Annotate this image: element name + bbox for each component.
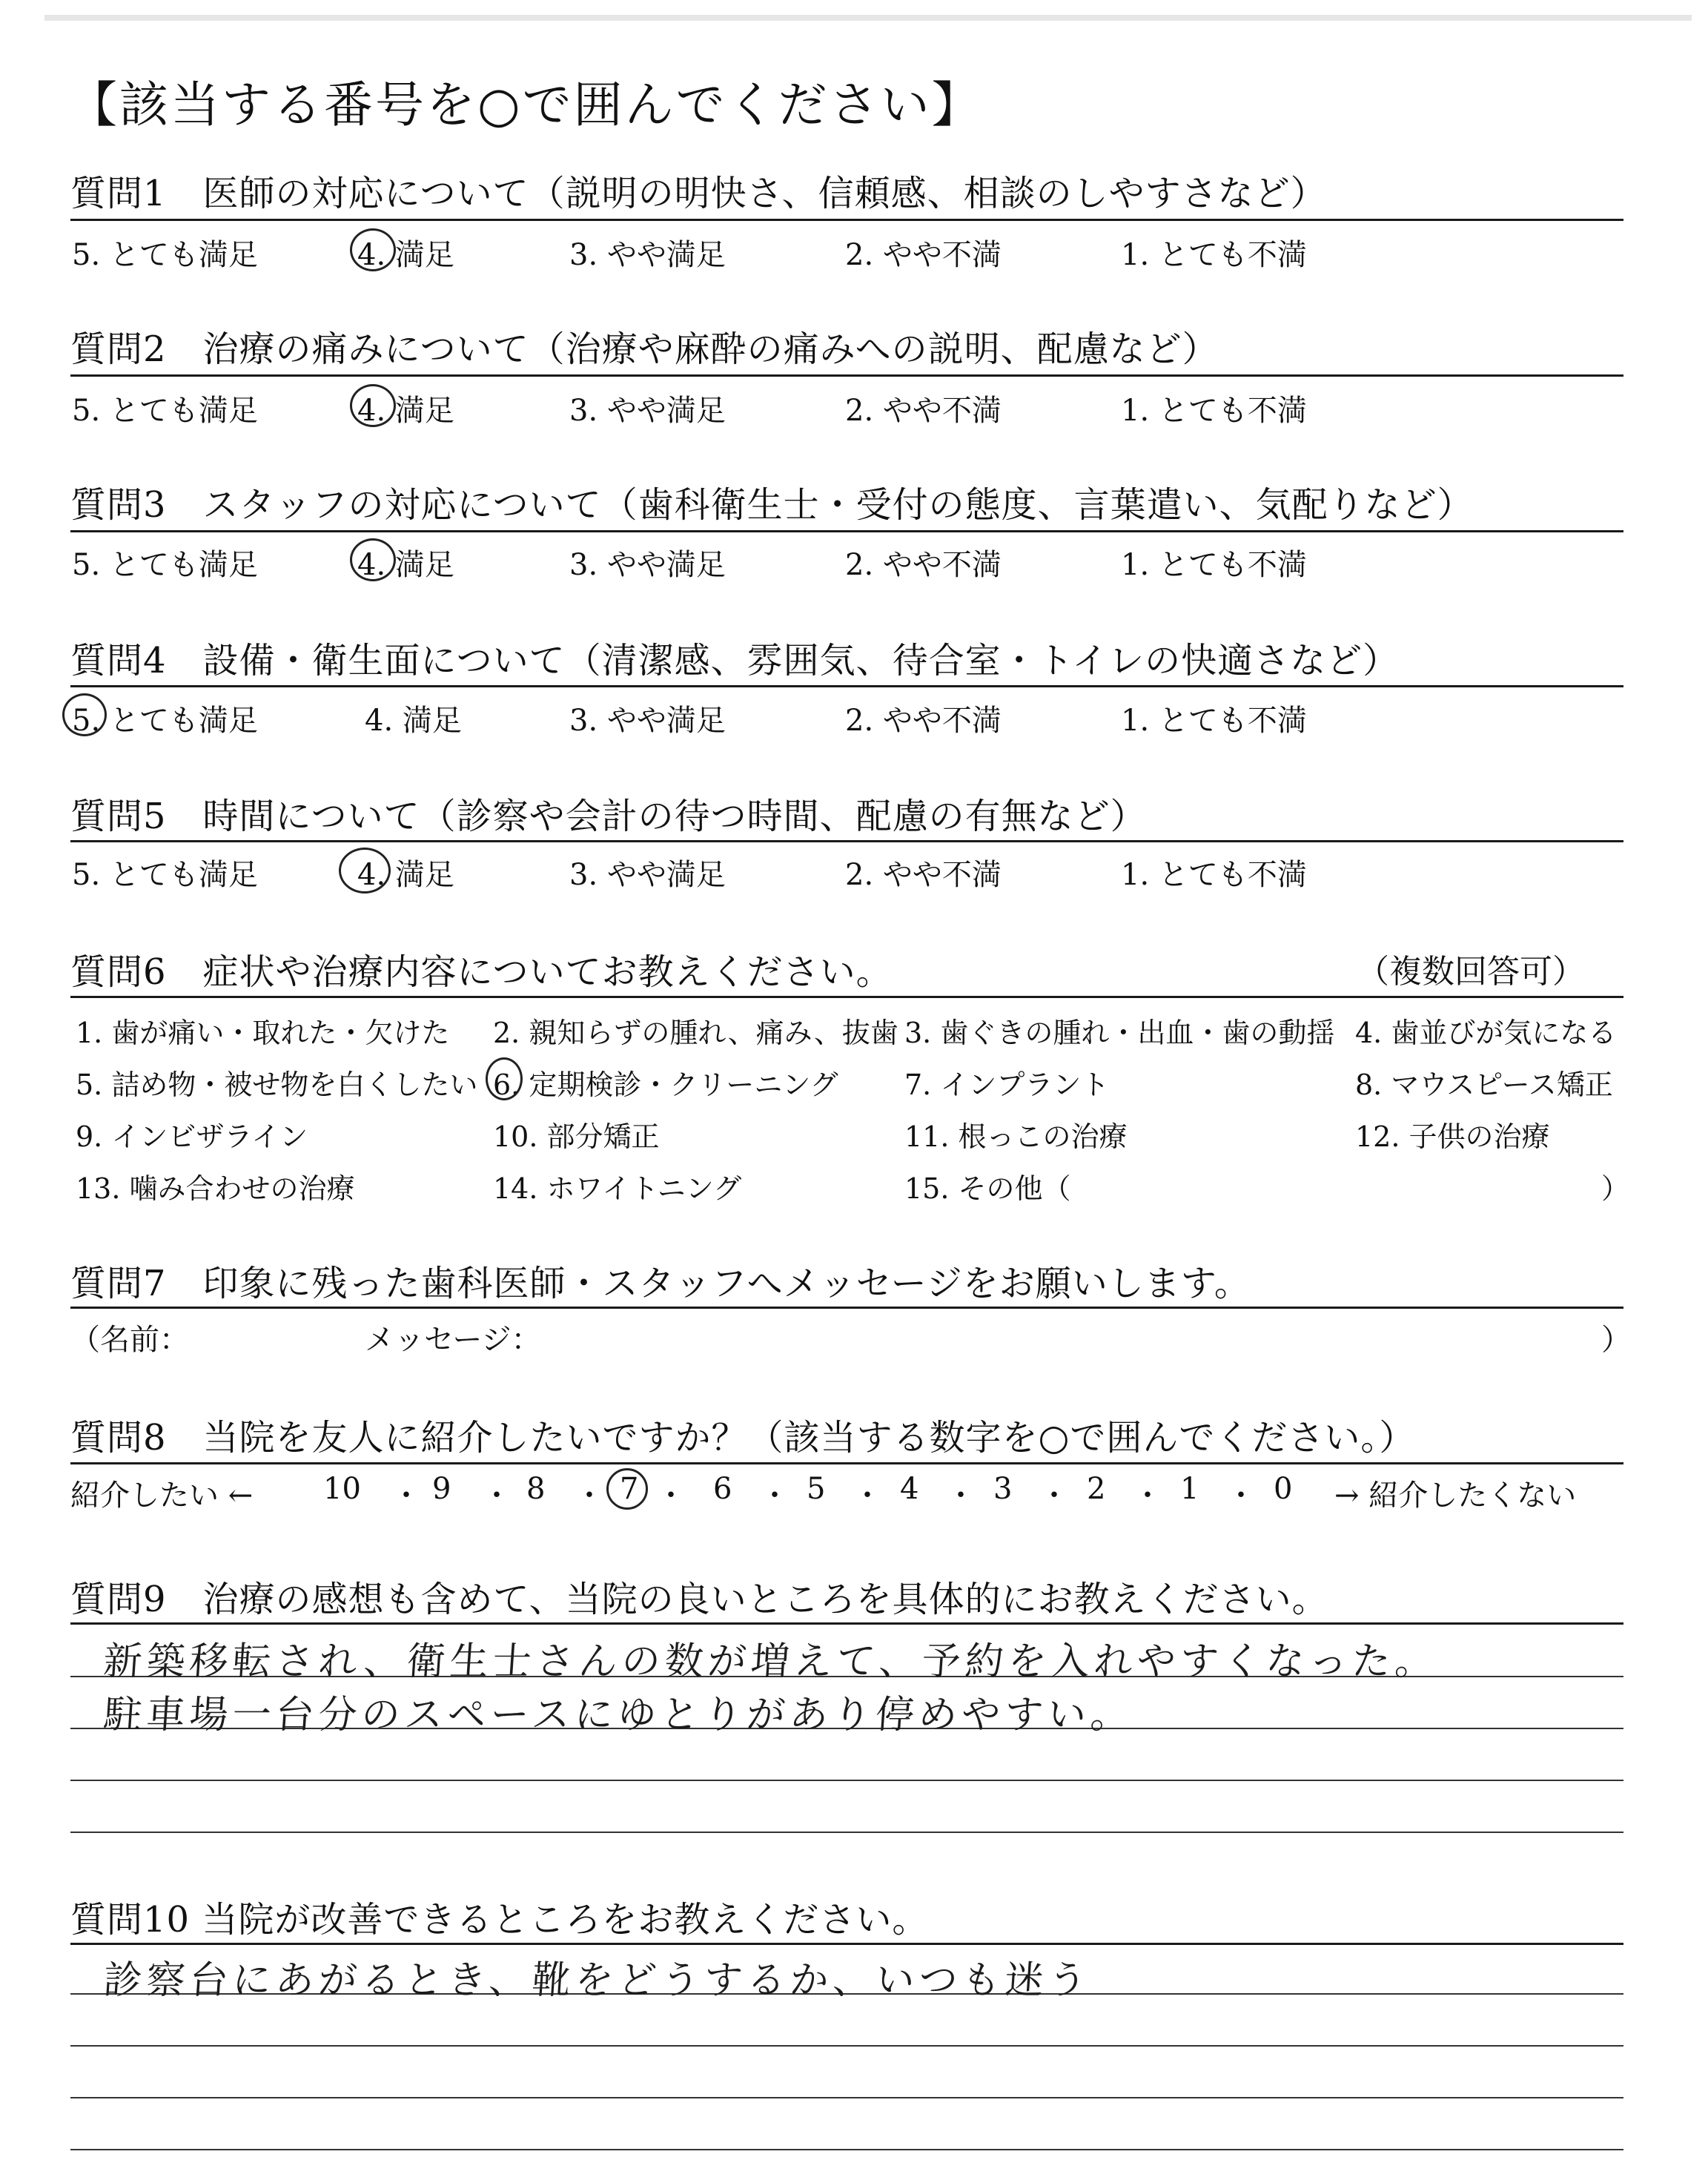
- q1-selection-circle: [350, 228, 396, 271]
- q1-option-1[interactable]: 1. とても不満: [1121, 238, 1307, 272]
- q8-dot: ・: [1133, 1479, 1162, 1513]
- q2-option-2[interactable]: 2. やや不満: [845, 394, 1002, 428]
- q2-option-4[interactable]: 4. 満足: [357, 394, 454, 428]
- q6-option-1[interactable]: 1. 歯が痛い・取れた・欠けた: [76, 1017, 450, 1049]
- q7-close-paren: ）: [1601, 1323, 1631, 1357]
- q9-handwritten-line-2: 駐車場一台分のスペースにゆとりがあり停めやすい。: [102, 1693, 1136, 1737]
- q3-option-5[interactable]: 5. とても満足: [72, 548, 258, 582]
- q7-name-label: （名前：: [70, 1323, 189, 1357]
- q3-title: 質問3 スタッフの対応について（歯科衛生士・受付の態度、言葉遣い、気配りなど）: [70, 484, 1474, 526]
- q10-answer-line: [70, 2149, 1623, 2150]
- q7-title: 質問7 印象に残った歯科医師・スタッフへメッセージをお願いします。: [70, 1263, 1251, 1304]
- q8-dot: ・: [656, 1479, 686, 1513]
- q5-option-2[interactable]: 2. やや不満: [845, 858, 1002, 892]
- q4-rule: [70, 685, 1623, 687]
- q6-option-3[interactable]: 3. 歯ぐきの腫れ・出血・歯の動揺: [904, 1017, 1335, 1049]
- q6-selection-circle: [486, 1057, 523, 1100]
- q7-message-label: メッセージ：: [365, 1323, 541, 1357]
- q5-option-3[interactable]: 3. やや満足: [569, 858, 726, 892]
- q6-option-8[interactable]: 8. マウスピース矯正: [1355, 1069, 1613, 1101]
- q8-scale-6[interactable]: 6: [713, 1472, 732, 1506]
- q4-option-3[interactable]: 3. やや満足: [569, 704, 726, 738]
- q8-title: 質問8 当院を友人に紹介したいですか？（該当する数字を○で囲んでください。）: [70, 1417, 1416, 1459]
- q8-rule: [70, 1462, 1623, 1464]
- q8-scale-1[interactable]: 1: [1180, 1472, 1199, 1506]
- q4-option-4[interactable]: 4. 満足: [365, 704, 462, 738]
- q5-rule: [70, 840, 1623, 842]
- q10-rule: [70, 1943, 1623, 1945]
- q5-option-1[interactable]: 1. とても不満: [1121, 858, 1307, 892]
- q8-dot: ・: [853, 1479, 882, 1513]
- q2-selection-circle: [350, 384, 396, 427]
- q6-option-14[interactable]: 14. ホワイトニング: [493, 1172, 742, 1205]
- q2-title: 質問2 治療の痛みについて（治療や麻酔の痛みへの説明、配慮など）: [70, 328, 1219, 370]
- q10-answer-line: [70, 2045, 1623, 2047]
- q6-option-4[interactable]: 4. 歯並びが気になる: [1355, 1017, 1617, 1049]
- q6-option-13[interactable]: 13. 噛み合わせの治療: [76, 1172, 355, 1205]
- q8-scale-9[interactable]: 9: [432, 1472, 451, 1506]
- q6-option-9[interactable]: 9. インビザライン: [76, 1120, 308, 1153]
- q6-option-7[interactable]: 7. インプラント: [904, 1069, 1110, 1101]
- q3-option-3[interactable]: 3. やや満足: [569, 548, 726, 582]
- q8-dot: ・: [760, 1479, 790, 1513]
- q6-rule: [70, 996, 1623, 998]
- q2-option-5[interactable]: 5. とても満足: [72, 394, 258, 428]
- q6-title: 質問6 症状や治療内容についてお教えください。: [70, 951, 893, 993]
- q7-rule: [70, 1307, 1623, 1309]
- q4-option-5[interactable]: 5. とても満足: [72, 704, 258, 738]
- q8-dot: ・: [1039, 1479, 1069, 1513]
- q6-option-10[interactable]: 10. 部分矯正: [493, 1120, 660, 1153]
- q6-option-6[interactable]: 6. 定期検診・クリーニング: [493, 1069, 838, 1101]
- q8-dot: ・: [482, 1479, 512, 1513]
- q1-option-3[interactable]: 3. やや満足: [569, 238, 726, 272]
- q4-option-2[interactable]: 2. やや不満: [845, 704, 1002, 738]
- q6-option-12[interactable]: 12. 子供の治療: [1355, 1120, 1550, 1153]
- q6-option-5[interactable]: 5. 詰め物・被せ物を白くしたい: [76, 1069, 478, 1101]
- q10-answer-line: [70, 2097, 1623, 2098]
- q1-title: 質問1 医師の対応について（説明の明快さ、信頼感、相談のしやすさなど）: [70, 173, 1327, 214]
- q3-selection-circle: [350, 538, 396, 581]
- q8-scale-2[interactable]: 2: [1087, 1472, 1106, 1506]
- q8-dot: ・: [946, 1479, 976, 1513]
- q9-title: 質問9 治療の感想も含めて、当院の良いところを具体的にお教えください。: [70, 1579, 1328, 1620]
- q9-answer-line: [70, 1780, 1623, 1781]
- q3-option-1[interactable]: 1. とても不満: [1121, 548, 1307, 582]
- q8-scale-8[interactable]: 8: [526, 1472, 546, 1506]
- q6-other-close-paren: ）: [1601, 1172, 1630, 1205]
- q9-answer-line: [70, 1832, 1623, 1833]
- q10-handwritten-line-1: 診察台にあがるとき、靴をどうするか、いつも迷う: [102, 1958, 1093, 2003]
- q4-title: 質問4 設備・衛生面について（清潔感、雰囲気、待合室・トイレの快適さなど）: [70, 640, 1400, 681]
- q8-scale-4[interactable]: 4: [900, 1472, 919, 1506]
- scan-top-edge: [44, 15, 1692, 21]
- q8-recommend-label: 紹介したい ←: [70, 1479, 254, 1513]
- q5-option-5[interactable]: 5. とても満足: [72, 858, 258, 892]
- q8-not-recommend-label: → 紹介したくない: [1334, 1479, 1577, 1513]
- q2-rule: [70, 374, 1623, 377]
- q1-option-2[interactable]: 2. やや不満: [845, 238, 1002, 272]
- q8-dot: ・: [1226, 1479, 1256, 1513]
- q6-option-11[interactable]: 11. 根っこの治療: [904, 1120, 1128, 1153]
- q5-title: 質問5 時間について（診察や会計の待つ時間、配慮の有無など）: [70, 796, 1147, 837]
- q1-rule: [70, 219, 1623, 221]
- form-heading: 【該当する番号を○で囲んでください】: [68, 76, 983, 133]
- q8-scale-5[interactable]: 5: [807, 1472, 826, 1506]
- q3-option-4[interactable]: 4. 満足: [357, 548, 454, 582]
- q8-dot: ・: [575, 1479, 604, 1513]
- q4-option-1[interactable]: 1. とても不満: [1121, 704, 1307, 738]
- q2-option-3[interactable]: 3. やや満足: [569, 394, 726, 428]
- q2-option-1[interactable]: 1. とても不満: [1121, 394, 1307, 428]
- q8-scale-3[interactable]: 3: [993, 1472, 1013, 1506]
- q9-rule: [70, 1622, 1623, 1625]
- q10-title: 質問10 当院が改善できるところをお教えください。: [70, 1899, 929, 1941]
- q8-selection-circle: [606, 1468, 648, 1510]
- q4-selection-circle: [62, 693, 107, 736]
- q5-option-4[interactable]: 4. 満足: [357, 858, 454, 892]
- q8-scale-7[interactable]: 7: [620, 1472, 639, 1506]
- q6-option-2[interactable]: 2. 親知らずの腫れ、痛み、抜歯: [493, 1017, 898, 1049]
- q3-option-2[interactable]: 2. やや不満: [845, 548, 1002, 582]
- q8-scale-10[interactable]: 10: [323, 1472, 361, 1506]
- q3-rule: [70, 530, 1623, 532]
- q9-handwritten-line-1: 新築移転され、衛生士さんの数が増えて、予約を入れやすくなった。: [102, 1639, 1440, 1684]
- q1-option-4[interactable]: 4. 満足: [357, 238, 454, 272]
- q6-multiple-answers-note: （複数回答可）: [1357, 953, 1585, 991]
- q6-option-15[interactable]: 15. その他（: [904, 1172, 1071, 1205]
- q8-scale-0[interactable]: 0: [1274, 1472, 1293, 1506]
- q1-option-5[interactable]: 5. とても満足: [72, 238, 258, 272]
- q8-dot: ・: [391, 1479, 421, 1513]
- q5-selection-circle: [339, 848, 391, 894]
